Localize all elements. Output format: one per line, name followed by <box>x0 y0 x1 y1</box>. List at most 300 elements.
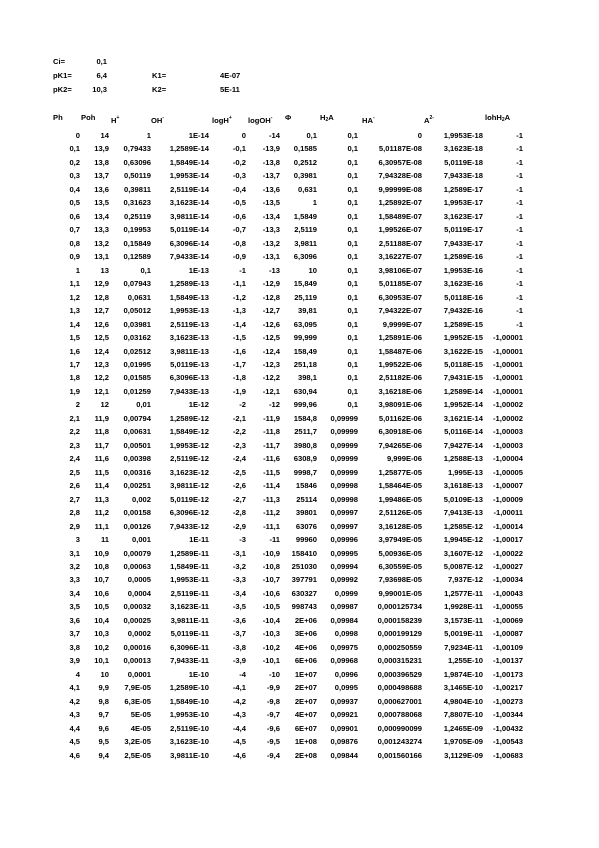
cell-ph: 3 <box>75 535 80 545</box>
cell-h: 0,19953 <box>123 225 151 235</box>
cell-logh: -0,7 <box>232 225 246 235</box>
cell-logoh: -10,9 <box>262 548 280 558</box>
cell-h2a: 0,1 <box>347 225 358 235</box>
cell-logoh: -9,8 <box>266 696 280 706</box>
cell-logoh: -13,8 <box>262 157 280 167</box>
table-row <box>0 373 599 386</box>
table-row <box>0 400 599 413</box>
cell-logoh: -11 <box>269 535 280 545</box>
table-row <box>0 427 599 440</box>
cell-h2a: 0,09937 <box>330 696 358 706</box>
cell-poh: 13,5 <box>94 198 109 208</box>
table-row <box>0 333 599 346</box>
cell-logh: -1,4 <box>232 319 246 329</box>
cell-a: 7,9234E-11 <box>444 642 483 652</box>
cell-lohh2a: -1 <box>516 265 523 275</box>
table-row <box>0 306 599 319</box>
cell-a: 3,1621E-14 <box>443 413 483 423</box>
cell-oh: 5,0119E-12 <box>170 494 209 504</box>
cell-ha: 2,51182E-06 <box>378 373 422 383</box>
cell-logh: -1,1 <box>232 279 246 289</box>
cell-ph: 4,1 <box>69 683 80 693</box>
table-row <box>0 589 599 602</box>
cell-ph: 3,5 <box>69 602 80 612</box>
cell-h2a: 0,09999 <box>330 427 358 437</box>
cell-poh: 13,2 <box>94 238 109 248</box>
cell-ha: 0,001560166 <box>377 750 422 760</box>
cell-lohh2a: -1,00005 <box>493 467 523 477</box>
cell-ha: 1,58464E-05 <box>378 481 422 491</box>
table-row <box>0 225 599 238</box>
cell-h2a: 0,1 <box>347 157 358 167</box>
cell-poh: 11,8 <box>94 427 109 437</box>
cell-logh: -3,6 <box>232 615 246 625</box>
cell-poh: 10,2 <box>94 642 109 652</box>
cell-a: 3,1607E-12 <box>443 548 483 558</box>
cell-phi: 63076 <box>295 521 317 531</box>
cell-lohh2a: -1 <box>516 144 523 154</box>
table-row <box>0 724 599 737</box>
cell-h: 0,31623 <box>123 198 151 208</box>
cell-ha: 1,99486E-05 <box>378 494 422 504</box>
cell-lohh2a: -1 <box>516 306 523 316</box>
cell-ph: 2,3 <box>69 440 80 450</box>
cell-oh: 3,1623E-11 <box>170 602 209 612</box>
cell-a: 1,2589E-14 <box>443 386 483 396</box>
cell-h: 0,0005 <box>127 575 151 585</box>
cell-h2a: 0,1 <box>347 131 358 140</box>
cell-oh: 5,0119E-14 <box>170 225 209 235</box>
cell-oh: 2,5119E-13 <box>170 319 209 329</box>
cell-a: 3,1129E-09 <box>444 750 483 760</box>
cell-poh: 12 <box>100 400 109 410</box>
cell-ha: 9,99001E-05 <box>378 588 422 598</box>
cell-h2a: 0,1 <box>347 171 358 181</box>
k2-value: 5E-11 <box>220 85 240 94</box>
cell-h: 0,02512 <box>123 346 151 356</box>
cell-phi: 251,18 <box>293 359 317 369</box>
cell-logh: -2,5 <box>232 467 246 477</box>
cell-poh: 10,3 <box>94 629 109 639</box>
cell-logh: -2,8 <box>232 508 246 518</box>
table-row <box>0 481 599 494</box>
cell-ha: 1,25891E-06 <box>378 333 422 343</box>
cell-h: 0,00126 <box>123 521 151 531</box>
cell-logoh: -13,6 <box>262 184 280 194</box>
cell-oh: 1,5849E-13 <box>169 292 209 302</box>
cell-h2a: 0,1 <box>347 359 358 369</box>
cell-logh: -4,6 <box>232 750 246 760</box>
cell-ha: 3,98091E-06 <box>378 400 422 410</box>
cell-phi: 25,119 <box>294 292 317 302</box>
cell-poh: 13,8 <box>94 157 109 167</box>
cell-poh: 11,1 <box>94 521 109 531</box>
cell-ha: 5,01185E-07 <box>378 279 422 289</box>
cell-poh: 13 <box>100 265 109 275</box>
cell-phi: 99960 <box>295 535 317 545</box>
cell-phi: 1 <box>312 198 317 208</box>
cell-h: 0,001 <box>131 535 151 545</box>
cell-a: 4,9804E-10 <box>443 696 483 706</box>
cell-phi: 9998,7 <box>293 467 317 477</box>
cell-lohh2a: -1,00055 <box>493 602 523 612</box>
pk2-value: 10,3 <box>92 85 107 94</box>
cell-ha: 1,99526E-07 <box>378 225 422 235</box>
cell-ph: 1,5 <box>69 333 80 343</box>
cell-oh: 6,3096E-13 <box>169 373 209 383</box>
cell-phi: 999,96 <box>293 400 317 410</box>
cell-oh: 1E-13 <box>188 265 209 275</box>
cell-h2a: 0,1 <box>347 346 358 356</box>
cell-a: 1,9874E-10 <box>443 669 483 679</box>
cell-a: 1,255E-10 <box>447 656 483 666</box>
cell-ha: 9,9999E-07 <box>382 319 422 329</box>
cell-poh: 12,2 <box>94 373 109 383</box>
cell-lohh2a: -1,00001 <box>493 359 523 369</box>
cell-lohh2a: -1,00022 <box>493 548 523 558</box>
cell-phi: 63,095 <box>293 319 317 329</box>
cell-ha: 3,16128E-05 <box>378 521 422 531</box>
cell-lohh2a: -1,00273 <box>493 696 523 706</box>
cell-poh: 12,5 <box>94 333 109 343</box>
table-row <box>0 629 599 642</box>
cell-a: 7,9427E-14 <box>443 440 483 450</box>
cell-logh: -0,3 <box>232 171 246 181</box>
cell-phi: 1584,8 <box>293 413 317 423</box>
cell-ph: 4,5 <box>69 737 80 747</box>
cell-a: 5,0109E-13 <box>443 494 483 504</box>
cell-lohh2a: -1 <box>516 131 523 140</box>
cell-phi: 2E+06 <box>294 615 317 625</box>
cell-h2a: 0,1 <box>347 400 358 410</box>
cell-a: 1,995E-13 <box>447 467 483 477</box>
table-row <box>0 643 599 656</box>
cell-logoh: -9,6 <box>266 723 280 733</box>
cell-h: 0,0002 <box>127 629 151 639</box>
cell-oh: 7,9433E-11 <box>170 656 209 666</box>
cell-lohh2a: -1,00014 <box>493 521 523 531</box>
cell-phi: 4E+06 <box>294 642 317 652</box>
cell-ha: 7,93698E-05 <box>378 575 422 585</box>
cell-h2a: 0,09876 <box>330 737 358 747</box>
cell-h: 2,5E-05 <box>124 750 151 760</box>
cell-lohh2a: -1,00109 <box>493 642 523 652</box>
cell-ph: 0,2 <box>69 157 80 167</box>
cell-ha: 0,000788068 <box>377 710 422 720</box>
cell-a: 3,1573E-11 <box>444 615 483 625</box>
cell-h2a: 0,09997 <box>330 508 358 518</box>
cell-logh: -1,5 <box>232 333 246 343</box>
cell-h2a: 0,1 <box>347 211 358 221</box>
cell-ha: 0,000990099 <box>377 723 422 733</box>
k2-label: K2= <box>152 85 167 94</box>
cell-poh: 13,7 <box>94 171 109 181</box>
cell-lohh2a: -1,00027 <box>493 562 523 571</box>
cell-h: 0,00501 <box>123 440 151 450</box>
cell-logoh: -9,5 <box>266 737 280 747</box>
cell-poh: 12,4 <box>94 346 109 356</box>
cell-a: 3,1623E-17 <box>443 211 483 221</box>
cell-phi: 6,3096 <box>293 252 317 262</box>
header-phi: Φ <box>285 113 292 122</box>
cell-lohh2a: -1,00543 <box>493 737 523 747</box>
table-row <box>0 198 599 211</box>
cell-poh: 10,7 <box>94 575 109 585</box>
cell-ha: 1,99522E-06 <box>378 359 422 369</box>
cell-lohh2a: -1,00009 <box>493 494 523 504</box>
cell-ph: 1,2 <box>69 292 80 302</box>
cell-logoh: -12,8 <box>262 292 280 302</box>
cell-oh: 3,9811E-11 <box>170 615 209 625</box>
cell-phi: 158,49 <box>293 346 317 356</box>
cell-lohh2a: -1 <box>516 252 523 262</box>
cell-h: 0,1 <box>140 265 151 275</box>
cell-poh: 11,9 <box>94 413 109 423</box>
cell-logoh: -13,5 <box>262 198 280 208</box>
cell-lohh2a: -1,00007 <box>493 481 523 491</box>
cell-oh: 1,9953E-12 <box>169 440 209 450</box>
cell-a: 1,9952E-14 <box>443 400 483 410</box>
cell-ph: 1,6 <box>69 346 80 356</box>
cell-oh: 6,3096E-12 <box>169 508 209 518</box>
cell-ha: 3,98106E-07 <box>378 265 422 275</box>
cell-h: 7,9E-05 <box>124 683 151 693</box>
cell-poh: 11,2 <box>94 508 109 518</box>
cell-ph: 4,6 <box>69 750 80 760</box>
table-row <box>0 320 599 333</box>
table-row <box>0 670 599 683</box>
header-lohh2a: lohH$_2$A <box>485 113 511 123</box>
cell-poh: 11,6 <box>94 454 109 464</box>
cell-oh: 1,9953E-11 <box>170 575 209 585</box>
cell-phi: 0,2512 <box>293 157 317 167</box>
cell-logh: -4 <box>239 669 246 679</box>
cell-ph: 0,5 <box>69 198 80 208</box>
cell-logh: -1,6 <box>232 346 246 356</box>
cell-logoh: -12,6 <box>262 319 280 329</box>
cell-ha: 0,000158239 <box>377 615 422 625</box>
cell-poh: 12,6 <box>94 319 109 329</box>
cell-a: 7,9431E-15 <box>443 373 483 383</box>
cell-h: 0,00079 <box>123 548 151 558</box>
cell-poh: 12,8 <box>94 292 109 302</box>
cell-logh: -3,8 <box>232 642 246 652</box>
cell-logh: -0,6 <box>232 211 246 221</box>
cell-h2a: 0,09999 <box>330 413 358 423</box>
cell-ph: 0,9 <box>69 252 80 262</box>
table-row <box>0 454 599 467</box>
cell-a: 1,9952E-15 <box>443 333 483 343</box>
cell-logh: -2,1 <box>232 413 246 423</box>
cell-logh: -2 <box>239 400 246 410</box>
cell-logh: -1,7 <box>232 359 246 369</box>
cell-h2a: 0,1 <box>347 319 358 329</box>
table-row <box>0 441 599 454</box>
cell-logh: -1,9 <box>232 386 246 396</box>
cell-ha: 0,000125734 <box>377 602 422 612</box>
table-row <box>0 602 599 615</box>
cell-lohh2a: -1,00001 <box>493 333 523 343</box>
cell-oh: 3,9811E-13 <box>170 346 209 356</box>
cell-logh: -0,4 <box>232 184 246 194</box>
cell-ph: 3,3 <box>69 575 80 585</box>
cell-poh: 12,7 <box>94 306 109 316</box>
cell-ph: 3,2 <box>69 562 80 571</box>
cell-ph: 1,7 <box>69 359 80 369</box>
cell-h2a: 0,0995 <box>334 683 358 693</box>
table-row <box>0 468 599 481</box>
cell-lohh2a: -1,00017 <box>493 535 523 545</box>
cell-phi: 6E+07 <box>294 723 317 733</box>
cell-a: 3,1623E-16 <box>443 279 483 289</box>
cell-ha: 7,94328E-08 <box>378 171 422 181</box>
cell-logoh: -13 <box>269 265 280 275</box>
cell-oh: 1,2589E-13 <box>169 279 209 289</box>
cell-oh: 1E-12 <box>188 400 209 410</box>
cell-h2a: 0,0999 <box>334 588 358 598</box>
cell-phi: 630327 <box>291 588 317 598</box>
cell-ha: 3,16218E-06 <box>378 386 422 396</box>
cell-logh: -3,3 <box>232 575 246 585</box>
cell-phi: 99,999 <box>293 333 317 343</box>
cell-ha: 6,30957E-08 <box>378 157 422 167</box>
cell-logh: -3,2 <box>232 562 246 571</box>
cell-poh: 10,8 <box>94 562 109 571</box>
cell-oh: 1,5849E-10 <box>169 696 209 706</box>
cell-lohh2a: -1,00087 <box>493 629 523 639</box>
cell-ph: 0,1 <box>69 144 80 154</box>
cell-ha: 3,16227E-07 <box>378 252 422 262</box>
cell-phi: 25114 <box>296 494 317 504</box>
cell-lohh2a: -1,00001 <box>493 386 523 396</box>
cell-h2a: 0,09975 <box>330 642 358 652</box>
cell-phi: 2,5119 <box>294 225 317 235</box>
cell-oh: 2,5119E-12 <box>170 454 209 464</box>
cell-lohh2a: -1 <box>516 319 523 329</box>
cell-a: 1,2589E-17 <box>443 184 483 194</box>
cell-logh: -1 <box>239 265 246 275</box>
cell-poh: 11 <box>100 535 109 545</box>
cell-ph: 1,1 <box>69 279 80 289</box>
cell-a: 1,2585E-12 <box>443 521 483 531</box>
cell-logh: -0,5 <box>232 198 246 208</box>
cell-h: 0,00025 <box>123 615 151 625</box>
cell-h: 6,3E-05 <box>124 696 151 706</box>
cell-logoh: -10,3 <box>262 629 280 639</box>
cell-ha: 0,000315231 <box>377 656 422 666</box>
table-row <box>0 535 599 548</box>
cell-ph: 2 <box>75 400 80 410</box>
cell-a: 1,9945E-12 <box>443 535 483 545</box>
cell-h2a: 0,0998 <box>334 629 358 639</box>
cell-poh: 13,6 <box>94 184 109 194</box>
cell-ph: 3,9 <box>69 656 80 666</box>
cell-oh: 3,9811E-10 <box>170 750 209 760</box>
cell-h: 0,00063 <box>123 562 151 571</box>
cell-ph: 0,8 <box>69 238 80 248</box>
cell-logoh: -11,2 <box>263 508 280 518</box>
cell-a: 5,0118E-15 <box>444 359 483 369</box>
cell-logh: -0,8 <box>232 238 246 248</box>
cell-h: 0,00013 <box>123 656 151 666</box>
cell-lohh2a: -1,00173 <box>493 669 523 679</box>
table-row <box>0 656 599 669</box>
cell-phi: 3,9811 <box>294 238 317 248</box>
cell-a: 7,9432E-16 <box>443 306 483 316</box>
cell-h2a: 0,09901 <box>330 723 358 733</box>
cell-logh: -4,3 <box>232 710 246 720</box>
cell-poh: 14 <box>100 131 109 140</box>
cell-poh: 10,6 <box>94 588 109 598</box>
cell-ph: 4,2 <box>69 696 80 706</box>
table-row <box>0 522 599 535</box>
cell-oh: 2,5119E-11 <box>170 588 209 598</box>
cell-poh: 9,4 <box>98 750 109 760</box>
cell-ha: 5,00936E-05 <box>378 548 422 558</box>
cell-phi: 251030 <box>291 562 317 571</box>
k1-value: 4E-07 <box>220 71 241 80</box>
table-row <box>0 131 599 144</box>
cell-h: 0,01 <box>136 400 151 410</box>
cell-oh: 1E-11 <box>189 535 209 545</box>
cell-lohh2a: -1,00004 <box>493 454 523 464</box>
cell-lohh2a: -1,00344 <box>493 710 523 720</box>
cell-h: 4E-05 <box>130 723 151 733</box>
cell-a: 7,9413E-13 <box>443 508 483 518</box>
cell-phi: 0,631 <box>297 184 317 194</box>
cell-h: 0,25119 <box>123 211 151 221</box>
cell-a: 5,0087E-12 <box>443 562 483 571</box>
cell-logh: -4,2 <box>232 696 246 706</box>
cell-oh: 1E-10 <box>188 669 209 679</box>
cell-a: 3,1618E-13 <box>443 481 483 491</box>
cell-ph: 3,4 <box>69 588 80 598</box>
cell-ha: 0,000396529 <box>377 669 422 679</box>
cell-poh: 10,4 <box>94 615 109 625</box>
cell-h: 0,07943 <box>123 279 151 289</box>
table-row <box>0 616 599 629</box>
cell-phi: 3E+06 <box>294 629 317 639</box>
cell-phi: 630,94 <box>293 386 317 396</box>
cell-h2a: 0,1 <box>347 373 358 383</box>
table-row <box>0 495 599 508</box>
cell-h: 1 <box>146 131 151 140</box>
cell-oh: 1,2589E-14 <box>169 144 209 154</box>
cell-oh: 2,5119E-10 <box>170 723 209 733</box>
cell-a: 1,2589E-15 <box>443 319 483 329</box>
header-a: $A^{2-}$ <box>424 115 434 125</box>
cell-ph: 1,9 <box>69 386 80 396</box>
table-row <box>0 212 599 225</box>
cell-phi: 158410 <box>291 548 317 558</box>
cell-a: 1,2577E-11 <box>444 588 483 598</box>
cell-phi: 39,81 <box>297 306 317 316</box>
cell-logh: -2,6 <box>232 481 246 491</box>
cell-h2a: 0,1 <box>347 386 358 396</box>
cell-a: 5,0118E-16 <box>444 292 483 302</box>
cell-logoh: -9,4 <box>266 750 280 760</box>
cell-poh: 13,3 <box>94 225 109 235</box>
cell-a: 7,9433E-17 <box>443 238 483 248</box>
cell-a: 7,937E-12 <box>447 575 483 585</box>
table-row <box>0 171 599 184</box>
cell-phi: 2511,7 <box>294 427 317 437</box>
table-row <box>0 387 599 400</box>
cell-a: 1,9953E-16 <box>443 265 483 275</box>
cell-h: 0,00016 <box>123 642 151 652</box>
ci-value: 0,1 <box>96 57 107 66</box>
cell-poh: 13,9 <box>94 144 109 154</box>
